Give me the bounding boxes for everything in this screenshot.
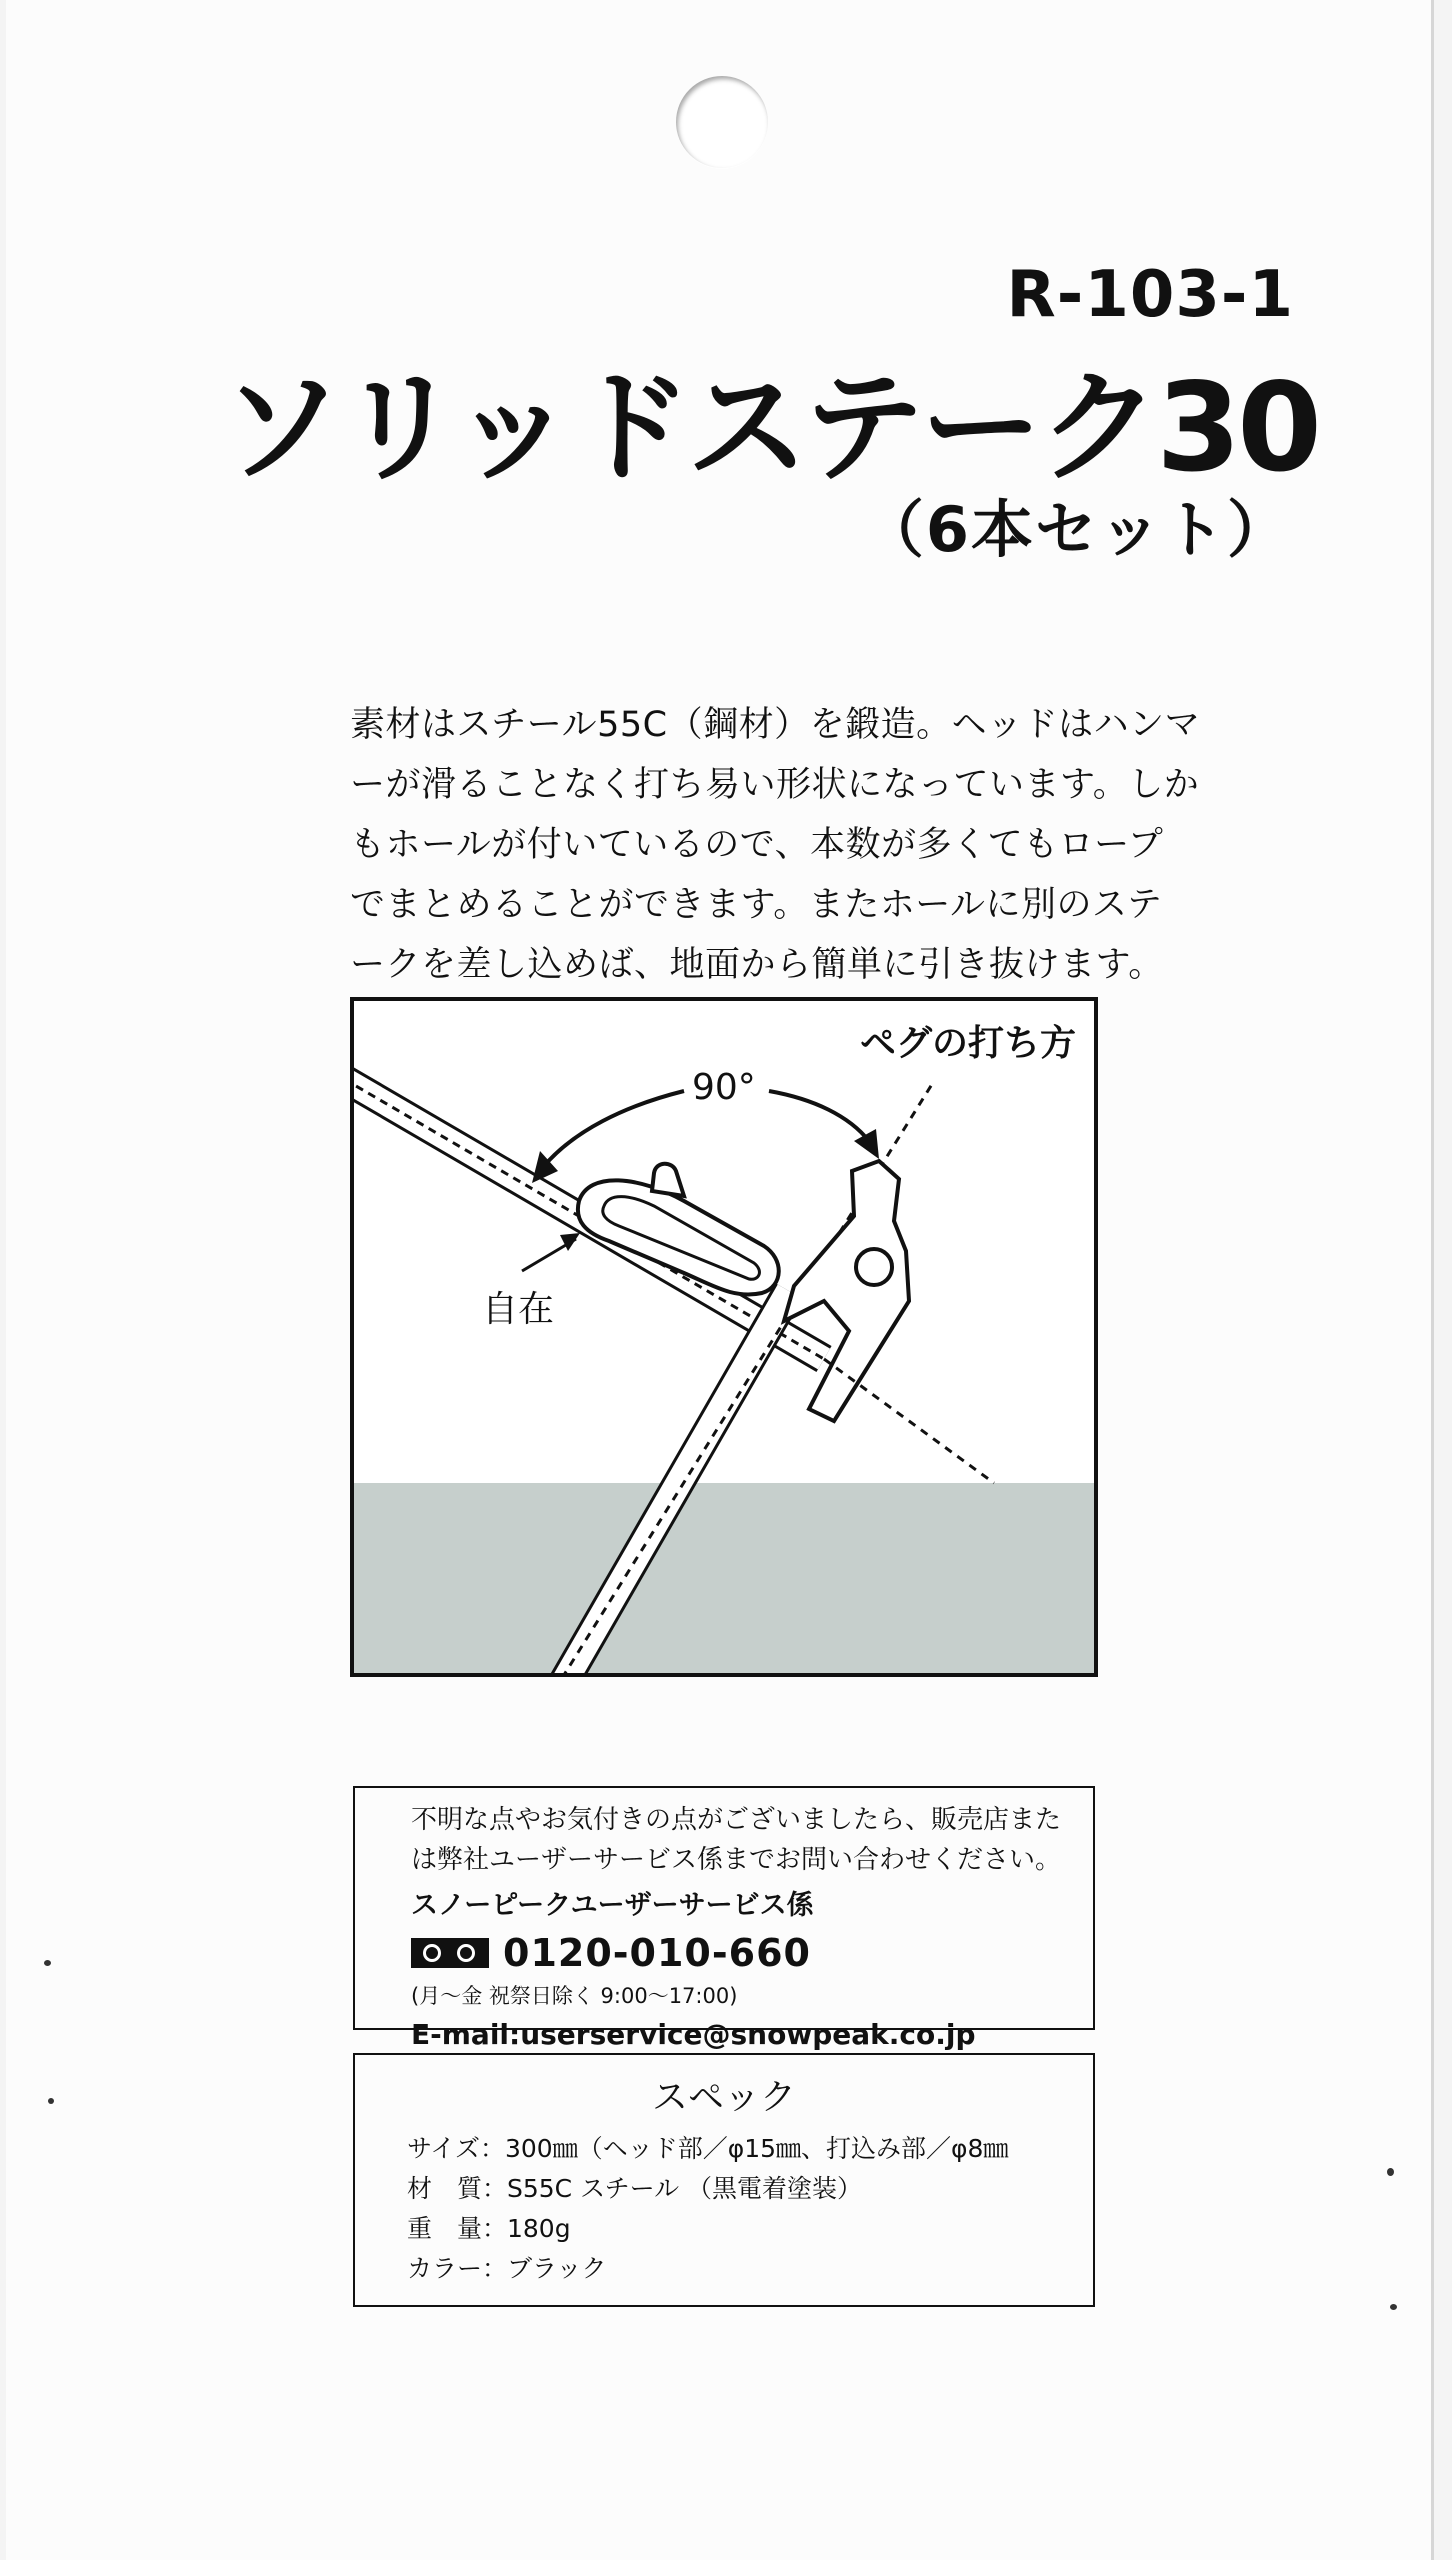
spec-row-weight: 重 量：180g — [407, 2214, 571, 2243]
contact-note-line: 不明な点やお気付きの点がございましたら、販売店また — [411, 1805, 1062, 1835]
ground-area — [354, 1483, 1094, 1673]
spec-row-color: カラー：ブラック — [407, 2254, 607, 2283]
description-line: ーが滑ることなく打ち易い形状になっています。しか — [350, 765, 1200, 805]
product-card — [6, 0, 1434, 2560]
product-subtitle: （6本セット） — [861, 493, 1291, 566]
spec-heading: スペック — [651, 2077, 796, 2118]
print-speck — [44, 1960, 51, 1966]
tensioner-knob — [652, 1164, 684, 1196]
angle-label: 90° — [692, 1067, 756, 1108]
description-line: 素材はスチール55C（鋼材）を鍛造。ヘッドはハンマ — [350, 705, 1201, 745]
angle-arc-right — [769, 1091, 869, 1141]
spec-row-material: 材 質：S55C スチール （黒電着塗装） — [407, 2174, 863, 2203]
rope-axis-line — [824, 1359, 994, 1483]
print-speck — [1387, 2168, 1394, 2176]
free-tensioner-label: 自在 — [482, 1289, 555, 1330]
print-speck — [48, 2098, 54, 2104]
product-title: ソリッドステーク30 — [220, 357, 1318, 499]
peg-diagram — [350, 997, 1098, 1677]
diagram-caption: ペグの打ち方 — [859, 1023, 1076, 1064]
description-line: でまとめることができます。またホールに別のステ — [350, 885, 1163, 925]
spec-row-size: サイズ：300㎜（ヘッド部／φ15㎜、打込み部／φ8㎜ — [407, 2134, 1009, 2163]
print-speck — [1390, 2304, 1397, 2310]
angle-arc-left — [544, 1091, 684, 1166]
contact-note-line: は弊社ユーザーサービス係までお問い合わせください。 — [411, 1845, 1062, 1875]
angle-arrow-right — [854, 1129, 879, 1159]
model-number: R-103-1 — [1006, 258, 1294, 332]
spec-box — [353, 2053, 1095, 2307]
service-hours: (月～金 祝祭日除く 9:00～17:00) — [411, 1984, 738, 2008]
service-name: スノーピークユーザーサービス係 — [411, 1890, 814, 1921]
spec-rows — [407, 2129, 1008, 2289]
phone-number[interactable]: 0120-010-660 — [503, 1931, 811, 1975]
hang-hole — [676, 76, 768, 168]
contact-box — [353, 1786, 1095, 2051]
description-line: もホールが付いているので、本数が多くてもロープ — [350, 825, 1164, 865]
peg-head — [784, 1161, 909, 1421]
email-address[interactable]: E-mail:userservice@snowpeak.co.jp — [411, 2018, 976, 2051]
freedial-icon — [411, 1938, 489, 1968]
peg-hole — [856, 1249, 892, 1285]
description-line: ークを差し込めば、地面から簡単に引き抜けます。 — [350, 945, 1164, 985]
product-description — [350, 695, 1201, 995]
phone-row — [411, 1928, 1093, 1978]
